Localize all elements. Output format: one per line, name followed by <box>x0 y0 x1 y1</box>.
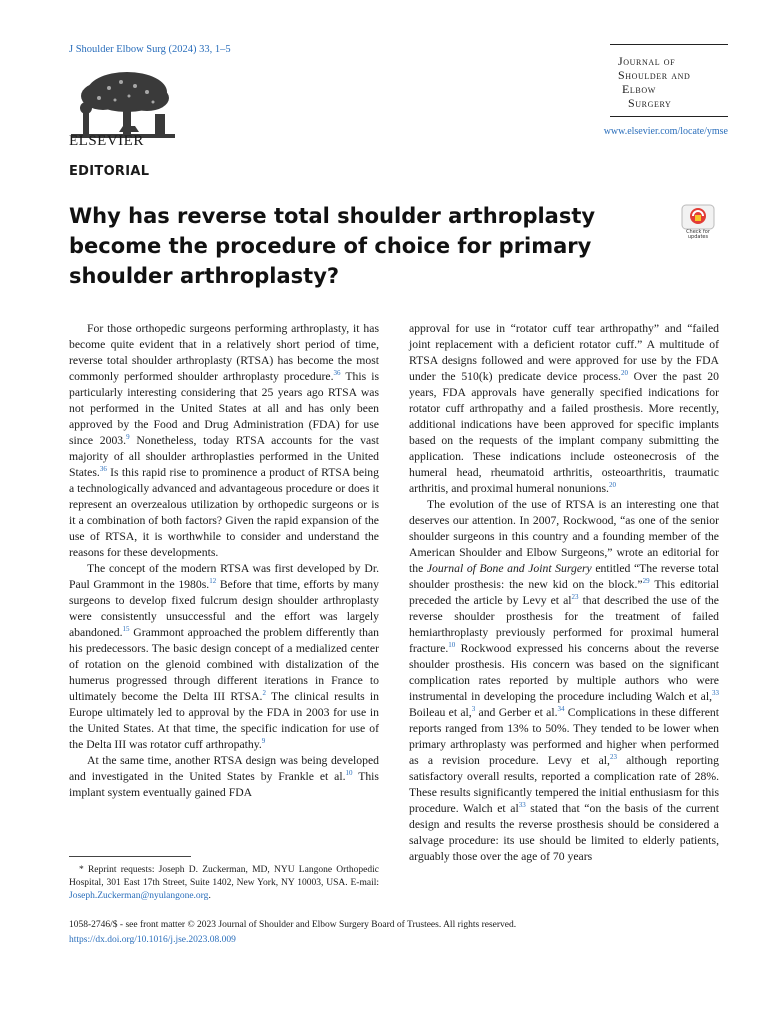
journal-bottom-rule <box>610 116 728 117</box>
reference-link[interactable]: 9 <box>126 433 130 442</box>
section-label: EDITORIAL <box>69 164 150 179</box>
journal-top-rule <box>610 44 728 45</box>
paragraph: The evolution of the use of RTSA is an interesting one that deserves our attention. In 2007, Rockwood, “as one of the senior shoulder surgeons in this country and a founding member of the American Shoulder and Elbow Surgeons,” wrote an editorial for the Journal of Bone and Joint Surgery entitled “The reverse total shoulder prosthesis: the new kid on the block.”$^{29}$ This editorial preceded the article by Levy et $al^{23}$ that described the use of the reverse shoulder prosthesis for the treatment of failed hemiarthroplasty previously performed for proximal humeral fracture.$^{10}$ Rockwood expressed his concerns about the reverse shoulder prosthesis. His concern was based on the significant complication rates reported by multiple authors who were instrumental in developing the procedure including Walch et al,$^{33}$ Boileau et al,$^3$ and Gerber et al.$^{34}$ Complications in these different reports ranged from 13% to 50%. They tended to be lower when primary arthroplasty was performed and higher when performed as a revision procedure. Levy et al,$^{23}$ although reporting satisfactory overall results, reported a complication rate of 28%. These results significantly tempered the initial enthusiasm for this procedure. Walch et $al^{33}$ stated that “on the basis of the current design and results the reverse prosthesis should be considered a salvage procedure: its use should be limited to elderly patients, arguably those over the age of 70 years <box>409 498 720 863</box>
reference-link[interactable]: 15 <box>122 625 130 634</box>
journal-name-line-1: Journal of <box>618 54 676 68</box>
reference-link[interactable]: 12 <box>209 577 217 586</box>
journal-name-line-4: Surgery <box>628 96 672 110</box>
article-title: Why has reverse total shoulder arthroplasty become the procedure of choice for primary shoulder arthroplasty? <box>69 204 596 288</box>
paragraph: approval for use in “rotator cuff tear arthropathy” and “failed joint replacement with a deficient rotator cuff.” A multitude of RTSA designs followed and were approved for use by the FDA under the 510(k) predicate device process.$^{20}$ Over the past 20 years, FDA approvals have generally specified indications for rotator cuff arthropathy and a failed prosthesis. More recently, additional indications have been approved for specific implants based on the requests of the implant company submitting the application. These indications include osteonecrosis of the humeral head, rheumatoid arthritis, osteoarthritis, traumatic arthritis, and proximal humeral nonunions.$^{20}$ <box>409 322 719 495</box>
right-column <box>409 321 719 865</box>
publisher-name: ELSEVIER <box>69 133 144 149</box>
journal-title-italic: Journal of Bone and Joint Surgery <box>426 562 592 575</box>
reference-link[interactable]: 33 <box>712 689 719 698</box>
reference-link[interactable]: 33 <box>518 801 526 810</box>
reprint-footnote: * Reprint requests: Joseph D. Zuckerman, MD, NYU Langone Orthopedic Hospital, 301 East 17th Street, Suite 1402, New York, NY 10003, USA. E-mail: Joseph.Zuckerman@nyulangone.org. <box>69 865 379 901</box>
journal-url-link[interactable]: www.elsevier.com/locate/ymse <box>603 126 728 137</box>
reference-link[interactable]: 34 <box>557 705 565 714</box>
paragraph: At the same time, another RTSA design was being developed and investigated in the United States by Frankle et al.$^{10}$ This implant system eventually gained FDA <box>69 754 379 799</box>
journal-name <box>618 54 728 110</box>
reference-link[interactable]: 10 <box>345 769 353 778</box>
reference-link[interactable]: 20 <box>620 369 628 378</box>
reference-link[interactable]: 3 <box>471 705 476 714</box>
reference-link[interactable]: 36 <box>99 465 107 474</box>
check-for-updates-button[interactable] <box>681 204 715 244</box>
reference-link[interactable]: 20 <box>608 481 616 490</box>
paragraph: The concept of the modern RTSA was first developed by Dr. Paul Grammont in the 1980s.$^{12}$ Before that time, efforts by many surgeons to develop fixed fulcrum design shoulder arthroplasty were consistently unsuccessful and the effort was largely abandoned.$^{15}$ Grammont approached the problem differently than his predecessors. The basic design concept of a medialized center of rotation on the glenoid combined with distalization of the humerus progressed through different iterations in France to ultimately become the Delta III RTSA.$^2$ The clinical results in Europe ultimately led to approval by the FDA in 2003 for use in the United States. At that time, the specific indication for use of the Delta III was rotator cuff arthropathy.$^9$ <box>69 562 379 751</box>
reference-link[interactable]: 36 <box>333 369 341 378</box>
reference-link[interactable]: 23 <box>609 753 617 762</box>
check-updates-icon <box>681 204 715 230</box>
journal-name-line-3: Elbow <box>622 82 656 96</box>
journal-citation[interactable]: J Shoulder Elbow Surg (2024) 33, 1–5 <box>69 44 231 55</box>
reference-link[interactable]: 23 <box>571 593 579 602</box>
copyright-notice: 1058-2746/$ - see front matter © 2023 Journal of Shoulder and Elbow Surgery Board of Trustees. All rights reserved. <box>69 920 517 930</box>
paragraph: For those orthopedic surgeons performing arthroplasty, it has become quite evident that in a relatively short period of time, reverse total shoulder arthroplasty (RTSA) has become the most commonly performed shoulder arthroplasty procedure.$^{36}$ This is particularly interesting considering that 25 years ago RTSA was not performed in the United States at all and has only been approved by the Food and Drug Administration (FDA) for use since 2003.$^9$ Nonetheless, today RTSA accounts for the vast majority of all shoulder arthroplasties performed in the United States.$^{36}$ Is this rapid rise to prominence a product of RTSA being a technologically advanced and advantageous procedure or does it represent an overzealous utilization by orthopedic surgeons or is it a combination of both factors? Given the rapid expansion of the use of RTSA, it is worthwhile to consider and understand the reasons for these developments. <box>69 322 380 559</box>
reference-link[interactable]: 9 <box>261 737 266 746</box>
doi-link[interactable]: https://dx.doi.org/10.1016/j.jse.2023.08.009 <box>69 935 236 945</box>
check-updates-label: Check for updates <box>686 229 710 240</box>
left-column <box>69 321 379 801</box>
email-link[interactable]: Joseph.Zuckerman@nyulangone.org <box>69 891 209 901</box>
reference-link[interactable]: 10 <box>448 641 456 650</box>
journal-name-line-2: Shoulder and <box>618 68 691 82</box>
reference-link[interactable]: 2 <box>262 689 266 698</box>
reference-link[interactable]: 29 <box>642 577 650 586</box>
footnote-rule <box>69 856 191 857</box>
